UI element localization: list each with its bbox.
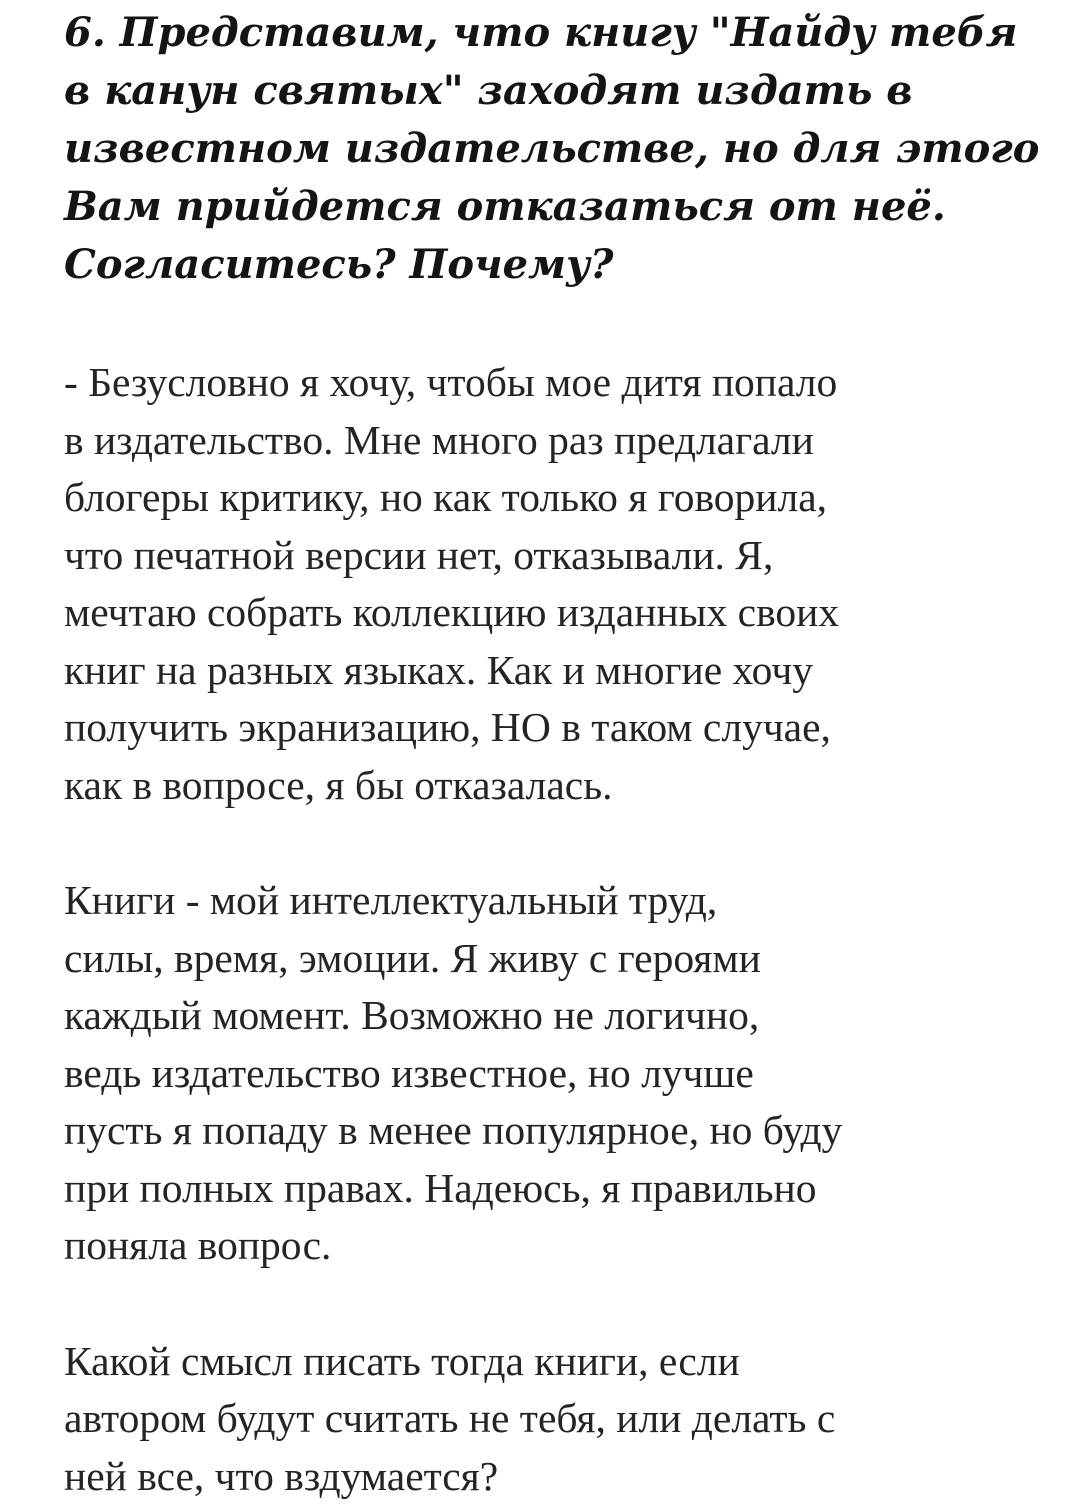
paragraph-line: получить экранизацию, НО в таком случае, xyxy=(64,699,1044,757)
paragraph-line: в издательство. Мне много раз предлагали xyxy=(64,412,1044,470)
paragraph-line: Какой смысл писать тогда книги, если xyxy=(64,1333,1044,1391)
answer-paragraph-2 xyxy=(64,872,1044,1275)
paragraph-line: что печатной версии нет, отказывали. Я, xyxy=(64,527,1044,585)
paragraph-line: как в вопросе, я бы отказалась. xyxy=(64,757,1044,815)
paragraph-line: каждый момент. Возможно не логично, xyxy=(64,987,1044,1045)
question-line: 6. Представим, что книгу "Найду тебя xyxy=(64,4,1044,62)
paragraph-line: при полных правах. Надеюсь, я правильно xyxy=(64,1160,1044,1218)
article-body xyxy=(64,0,1044,1505)
paragraph-line: ней все, что вздумается? xyxy=(64,1448,1044,1505)
answer-paragraph-1 xyxy=(64,354,1044,814)
paragraph-line: пусть я попаду в менее популярное, но буду xyxy=(64,1102,1044,1160)
question-line: в канун святых" заходят издать в xyxy=(64,62,1044,120)
paragraph-line: силы, время, эмоции. Я живу с героями xyxy=(64,930,1044,988)
paragraph-line: ведь издательство известное, но лучше xyxy=(64,1045,1044,1103)
question-line: Вам прийдется отказаться от неё. xyxy=(64,178,1044,236)
question-line: Согласитесь? Почему? xyxy=(64,236,1044,294)
paragraph-line: Книги - мой интеллектуальный труд, xyxy=(64,872,1044,930)
paragraph-line: книг на разных языках. Как и многие хочу xyxy=(64,642,1044,700)
question-line: известном издательстве, но для этого xyxy=(64,120,1044,178)
paragraph-line: - Безусловно я хочу, чтобы мое дитя попало xyxy=(64,354,1044,412)
answer-paragraph-3 xyxy=(64,1333,1044,1505)
paragraph-line: автором будут считать не тебя, или делать с xyxy=(64,1390,1044,1448)
paragraph-line: блогеры критику, но как только я говорила, xyxy=(64,469,1044,527)
paragraph-line: мечтаю собрать коллекцию изданных своих xyxy=(64,584,1044,642)
question-heading xyxy=(64,0,1044,294)
paragraph-line: поняла вопрос. xyxy=(64,1217,1044,1275)
